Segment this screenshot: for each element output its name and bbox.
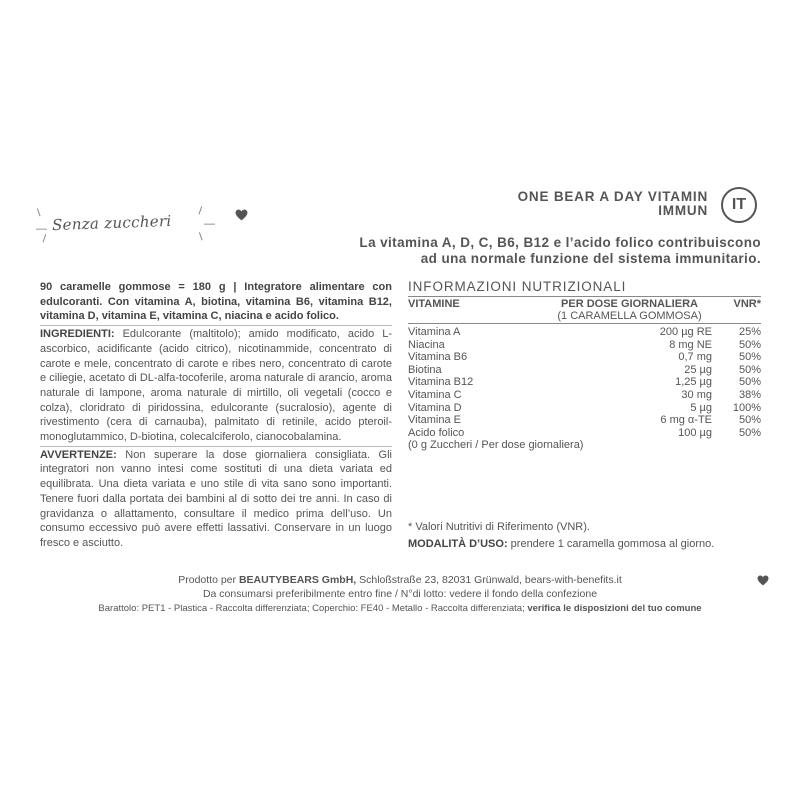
sugar-note: (0 g Zuccheri / Per dose giornaliera) bbox=[408, 439, 584, 452]
table-row bbox=[408, 326, 761, 339]
table-row bbox=[408, 427, 761, 440]
col-header-vitamine: VITAMINE bbox=[408, 298, 460, 310]
handwritten-tag: Senza zuccheri bbox=[51, 211, 172, 235]
vitamin-name: Acido folico bbox=[408, 426, 465, 439]
vitamin-dose: 25 µg bbox=[684, 363, 712, 376]
warnings-label: AVVERTENZE: bbox=[40, 448, 117, 461]
nutrition-table bbox=[408, 279, 761, 452]
decorative-dash: / bbox=[34, 207, 44, 219]
product-title-line1: ONE BEAR A DAY VITAMIN bbox=[517, 189, 708, 204]
decorative-dash: / bbox=[196, 231, 206, 243]
heart-icon bbox=[757, 575, 769, 586]
decorative-dash: — bbox=[36, 223, 47, 235]
table-row bbox=[408, 351, 761, 364]
vitamin-vnr: 25% bbox=[738, 326, 761, 338]
col-header-dose-sub: (1 CARAMELLA GOMMOSA) bbox=[557, 310, 702, 322]
best-before-info: Da consumarsi preferibilmente entro fine / N°di lotto: vedere il fondo della confezione bbox=[202, 588, 598, 600]
vitamin-dose: 8 mg NE bbox=[669, 338, 712, 351]
vitamin-dose: 6 mg α-TE bbox=[660, 414, 712, 427]
nutrition-title: INFORMAZIONI NUTRIZIONALI bbox=[408, 279, 627, 294]
nutrition-rows bbox=[408, 324, 761, 452]
claim-line1: La vitamina A, D, C, B6, B12 e l’acido folico contribuiscono bbox=[359, 235, 761, 250]
table-row bbox=[408, 389, 761, 402]
table-row bbox=[408, 414, 761, 427]
producer-name: BEAUTYBEARS GmbH, bbox=[238, 574, 357, 586]
table-row bbox=[408, 364, 761, 377]
producer-info bbox=[0, 574, 800, 586]
table-row bbox=[408, 376, 761, 389]
vitamin-name: Biotina bbox=[408, 363, 442, 376]
recycling-info bbox=[0, 603, 800, 614]
vitamin-name: Vitamina A bbox=[408, 326, 461, 338]
vitamin-name: Vitamina D bbox=[408, 401, 462, 414]
usage-label: MODALITÀ D’USO: bbox=[408, 538, 508, 550]
divider bbox=[40, 446, 392, 447]
product-intro bbox=[40, 280, 392, 324]
warnings bbox=[40, 448, 392, 551]
ingredients-label: INGREDIENTI: bbox=[40, 328, 115, 341]
vitamin-vnr: 100% bbox=[732, 401, 761, 414]
usage-text: prendere 1 caramella gommosa al giorno. bbox=[507, 538, 715, 550]
vnr-footnote: * Valori Nutritivi di Riferimento (VNR). bbox=[408, 521, 590, 533]
vitamin-vnr: 50% bbox=[738, 351, 761, 364]
vitamin-vnr: 50% bbox=[738, 363, 761, 376]
ingredients-text: Edulcorante (maltitolo); amido modificato, acido L-ascorbico, acidificante (acido citrico), nicotinammide, concentrato di carote e mele, concentrato di carote e ribes nero, concentrato di carote e ciliegie, acetato di DL-alfa-tocoferile, aroma naturale di arancio, aroma naturale di lampone, aroma naturale di mirtillo, oli vegetali (cocco e colza), cloridrato di piridossina, edulcorante (sucralosio), agente di rivestimento (cera di carnauba), palmitato di retinile, acido pteroil-monoglutammico, D-biotina, colecalciferolo, cianocobalamina. bbox=[40, 328, 392, 444]
table-row bbox=[408, 402, 761, 415]
vitamin-dose: 100 µg bbox=[678, 426, 712, 439]
vitamin-vnr: 38% bbox=[738, 388, 761, 401]
ingredients bbox=[40, 327, 392, 445]
product-title bbox=[518, 190, 708, 218]
divider bbox=[40, 325, 392, 326]
producer-address: Schloßstraße 23, 82031 Grünwald, bears-with-benefits.it bbox=[356, 574, 622, 586]
decorative-dash: \ bbox=[39, 233, 49, 245]
vitamin-dose: 200 µg RE bbox=[659, 326, 712, 338]
heart-icon bbox=[235, 209, 248, 221]
col-header-dose-main: PER DOSE GIORNALIERA bbox=[561, 298, 698, 310]
health-claim bbox=[359, 235, 761, 267]
vitamin-dose: 1,25 µg bbox=[675, 376, 712, 389]
nutrition-table-header bbox=[408, 296, 761, 324]
producer-prefix: Prodotto per bbox=[178, 574, 239, 586]
decorative-dash: \ bbox=[195, 205, 205, 217]
vitamin-dose: 30 mg bbox=[681, 388, 712, 401]
vitamin-dose: 5 µg bbox=[690, 401, 712, 414]
vitamin-vnr: 50% bbox=[738, 414, 761, 427]
table-row bbox=[408, 339, 761, 352]
usage-instructions bbox=[408, 536, 714, 553]
vitamin-dose: 0,7 mg bbox=[678, 351, 712, 364]
vitamin-name: Niacina bbox=[408, 338, 445, 351]
intro-text: 90 caramelle gommose = 180 g | Integratore alimentare con edulcoranti. Con vitamina A, biotina, vitamina B6, vitamina B12, vitamina D, vitamina E, vitamina C, niacina e acido folico. bbox=[40, 281, 392, 323]
recycling-bold-text: verifica le disposizioni del tuo comune bbox=[527, 603, 702, 614]
vitamin-name: Vitamina C bbox=[408, 388, 462, 401]
col-header-dose bbox=[538, 298, 721, 322]
vitamin-name: Vitamina E bbox=[408, 414, 461, 427]
product-description-column bbox=[40, 280, 392, 551]
vitamin-name: Vitamina B12 bbox=[408, 376, 474, 389]
vitamin-vnr: 50% bbox=[738, 338, 761, 351]
nutrition-footnotes bbox=[408, 519, 714, 553]
vitamin-vnr: 50% bbox=[738, 426, 761, 439]
product-title-line2: IMMUN bbox=[658, 203, 708, 218]
decorative-dash: — bbox=[204, 218, 215, 230]
col-header-vnr: VNR* bbox=[733, 298, 761, 310]
warnings-text: Non superare la dose giornaliera consigliata. Gli integratori non vanno intesi come sostituti di una dieta variata ed equilibrata. Una dieta variata e uno stile di vita sano sono importanti. Tenere fuori dalla portata dei bambini al di sotto dei tre anni. In caso di gravidanza o allattamento, consultare il medico prima dell’uso. Un consumo eccessivo può avere effetti lassativi. Conservare in un luogo fresco e asciutto. bbox=[40, 448, 392, 549]
vitamin-name: Vitamina B6 bbox=[408, 351, 468, 364]
recycling-text: Barattolo: PET1 - Plastica - Raccolta differenziata; Coperchio: FE40 - Metallo - Raccolta differenziata; bbox=[98, 603, 528, 614]
language-badge: IT bbox=[721, 187, 757, 223]
claim-line2: ad una normale funzione del sistema immunitario. bbox=[420, 251, 761, 266]
vitamin-vnr: 50% bbox=[738, 376, 761, 389]
